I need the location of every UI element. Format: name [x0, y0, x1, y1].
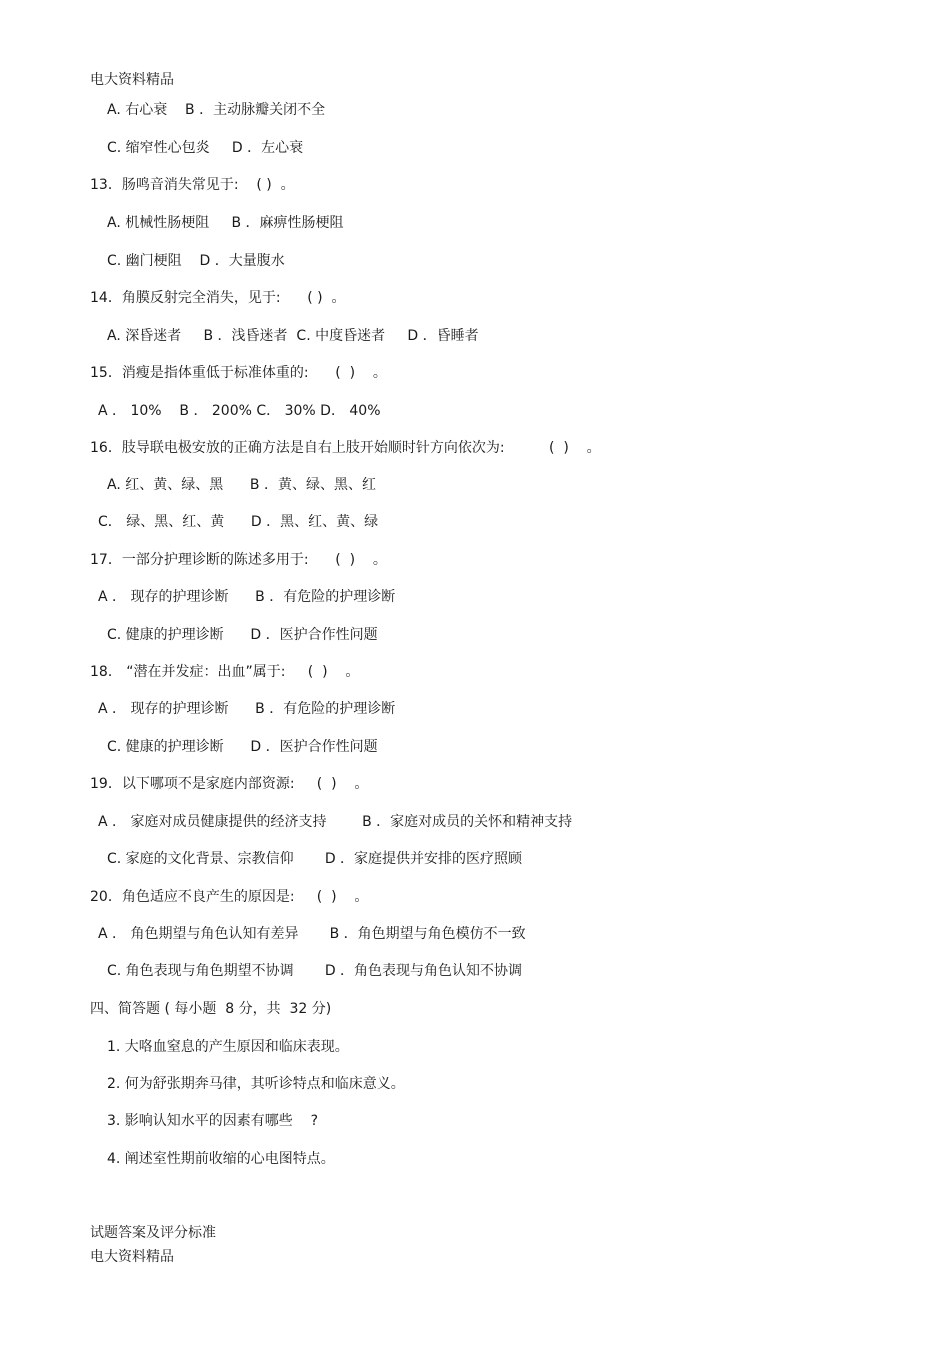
short-question: 2. 何为舒张期奔马律，其听诊特点和临床意义。	[107, 1076, 405, 1092]
question-16: 16．肢导联电极安放的正确方法是自右上肢开始顺时针方向依次为: ( ) 。	[90, 440, 601, 456]
option-line: A ． 10% B ． 200% C． 30% D． 40%	[98, 403, 381, 419]
option-line: C． 绿、黑、红、黄 D ．黑、红、黄、绿	[98, 514, 379, 530]
question-14: 14．角膜反射完全消失，见于: ( ) 。	[90, 290, 346, 306]
option-line: A ． 角色期望与角色认知有差异 B ．角色期望与角色模仿不一致	[98, 926, 526, 942]
option-line: C. 幽门梗阻 D ．大量腹水	[107, 253, 285, 269]
question-15: 15．消瘦是指体重低于标准体重的: ( ) 。	[90, 365, 387, 381]
option-line: C. 角色表现与角色期望不协调 D ．角色表现与角色认知不协调	[107, 963, 523, 979]
page-footer-header: 电大资料精品	[90, 1249, 174, 1265]
question-20: 20．角色适应不良产生的原因是: ( ) 。	[90, 889, 369, 905]
question-19: 19．以下哪项不是家庭内部资源: ( ) 。	[90, 776, 369, 792]
option-line: C. 健康的护理诊断 D ．医护合作性问题	[107, 627, 378, 643]
option-line: A. 右心衰 B ．主动脉瓣关闭不全	[107, 102, 326, 118]
answer-title: 试题答案及评分标准	[90, 1225, 216, 1241]
option-line: A ． 现存的护理诊断 B ．有危险的护理诊断	[98, 701, 396, 717]
section-heading: 四、简答题 ( 每小题 8 分，共 32 分)	[90, 1001, 332, 1017]
option-line: A. 红、黄、绿、黑 B ．黄、绿、黑、红	[107, 477, 376, 493]
short-question: 1. 大咯血窒息的产生原因和临床表现。	[107, 1039, 349, 1055]
option-line: A ． 现存的护理诊断 B ．有危险的护理诊断	[98, 589, 396, 605]
question-18: 18． “潜在并发症：出血”属于: ( ) 。	[90, 664, 360, 680]
option-line: A ． 家庭对成员健康提供的经济支持 B ．家庭对成员的关怀和精神支持	[98, 814, 573, 830]
option-line: C. 缩窄性心包炎 D ．左心衰	[107, 140, 304, 156]
short-question: 3. 影响认知水平的因素有哪些 ?	[107, 1113, 319, 1129]
question-13: 13．肠鸣音消失常见于: ( ) 。	[90, 177, 295, 193]
question-17: 17．一部分护理诊断的陈述多用于: ( ) 。	[90, 552, 387, 568]
short-question: 4. 阐述室性期前收缩的心电图特点。	[107, 1151, 335, 1167]
option-line: C. 健康的护理诊断 D ．医护合作性问题	[107, 739, 378, 755]
option-line: A. 机械性肠梗阻 B ．麻痹性肠梗阻	[107, 215, 344, 231]
option-line: C. 家庭的文化背景、宗教信仰 D ．家庭提供并安排的医疗照顾	[107, 851, 523, 867]
page-header: 电大资料精品	[90, 72, 174, 88]
option-line: A. 深昏迷者 B ．浅昏迷者 C. 中度昏迷者 D ．昏睡者	[107, 328, 479, 344]
